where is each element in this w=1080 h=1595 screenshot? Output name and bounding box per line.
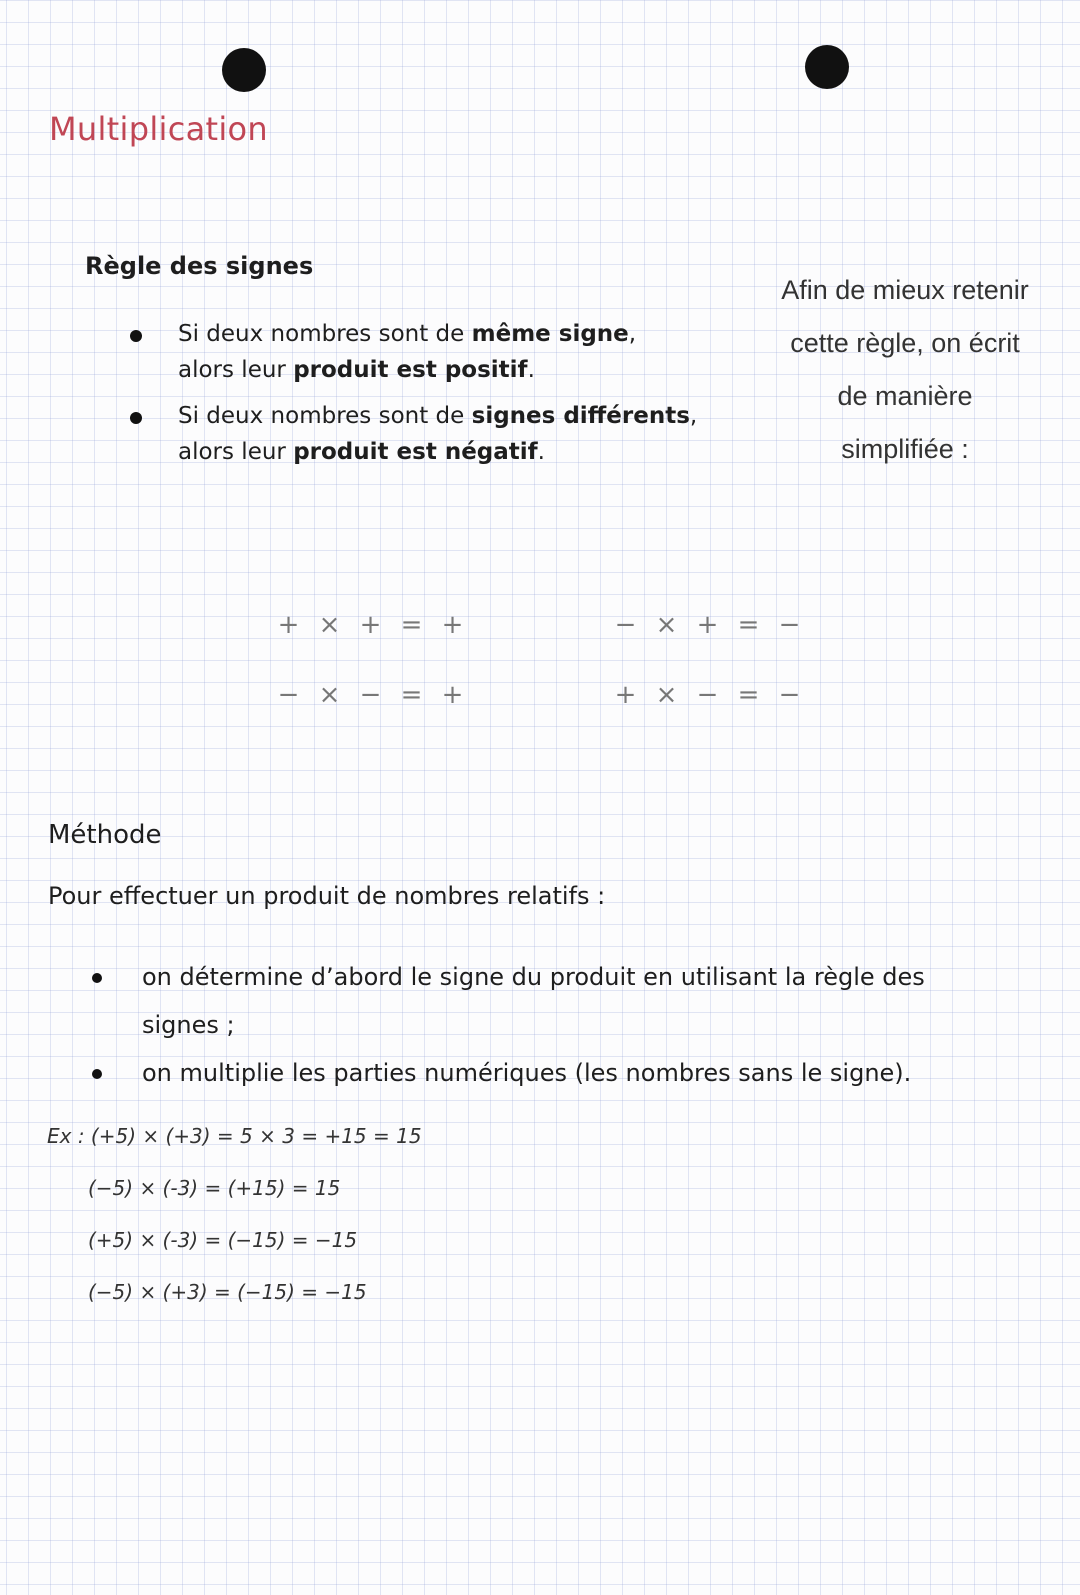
sign-symbol: × [318,610,341,640]
bullet-icon [92,973,102,983]
sign-symbol: × [655,610,678,640]
sign-symbol: + [277,610,300,640]
example-line: Ex : (+5) × (+3) = 5 × 3 = +15 = 15 [47,1124,422,1148]
sign-symbol: − [778,610,801,640]
binder-hole-left [222,48,266,92]
rule-text: . [537,439,545,465]
page-title: Multiplication [49,110,269,148]
side-note-line: Afin de mieux retenir [781,275,1029,305]
rule-heading: Règle des signes [85,252,314,280]
rule-emphasis: même signe [471,321,629,347]
sign-rule-plus-minus [605,680,810,710]
binder-hole-right [805,45,849,89]
method-step-text: on détermine d’abord le signe du produit en utilisant la règle des [142,963,925,991]
method-intro: Pour effectuer un produit de nombres relatifs : [48,882,606,910]
sign-symbol: = [400,680,423,710]
method-title: Méthode [48,820,162,850]
rule-emphasis: produit est négatif [293,439,538,465]
sign-symbol: + [359,610,382,640]
sign-symbol: − [614,610,637,640]
rule-text: alors leur [178,357,294,383]
sign-symbol: + [441,680,464,710]
sign-symbol: × [318,680,341,710]
sign-rule-minus-plus [605,610,810,640]
sign-symbol: − [277,680,300,710]
example-line: (+5) × (-3) = (−15) = −15 [88,1228,358,1252]
side-note-line: cette règle, on écrit [790,328,1020,358]
bullet-icon [130,412,142,424]
sign-symbol: + [441,610,464,640]
rule-item-same-sign [130,316,730,388]
sign-symbol: = [737,610,760,640]
method-steps [92,953,992,1097]
rule-emphasis: signes différents [471,403,690,429]
example-line: (−5) × (-3) = (+15) = 15 [88,1176,341,1200]
method-step-text: on multiplie les parties numériques (les nombres sans le signe). [142,1059,912,1087]
method-step [92,1049,992,1097]
rule-emphasis: produit est positif [293,357,528,383]
method-step [92,953,992,1049]
rule-text: alors leur [178,439,294,465]
side-note-line: de manière [837,381,973,411]
bullet-icon [130,330,142,342]
rule-text: Si deux nombres sont de [178,321,472,347]
sign-rule-minus-minus [268,680,473,710]
sign-symbol: × [655,680,678,710]
sign-symbol: − [778,680,801,710]
example-line: (−5) × (+3) = (−15) = −15 [88,1280,367,1304]
sign-symbol: − [696,680,719,710]
rule-item-different-signs [130,398,730,470]
method-step-text: signes ; [142,1011,235,1039]
sign-symbol: + [696,610,719,640]
sign-symbol: + [614,680,637,710]
bullet-icon [92,1069,102,1079]
rule-list [130,316,730,480]
sign-rule-plus-plus [268,610,473,640]
sign-symbol: − [359,680,382,710]
side-note [755,264,1055,476]
side-note-line: simplifiée : [841,434,969,464]
sign-symbol: = [737,680,760,710]
sign-symbol: = [400,610,423,640]
rule-text: . [527,357,535,383]
rule-text: Si deux nombres sont de [178,403,472,429]
rule-text: , [689,403,698,429]
rule-text: , [628,321,637,347]
